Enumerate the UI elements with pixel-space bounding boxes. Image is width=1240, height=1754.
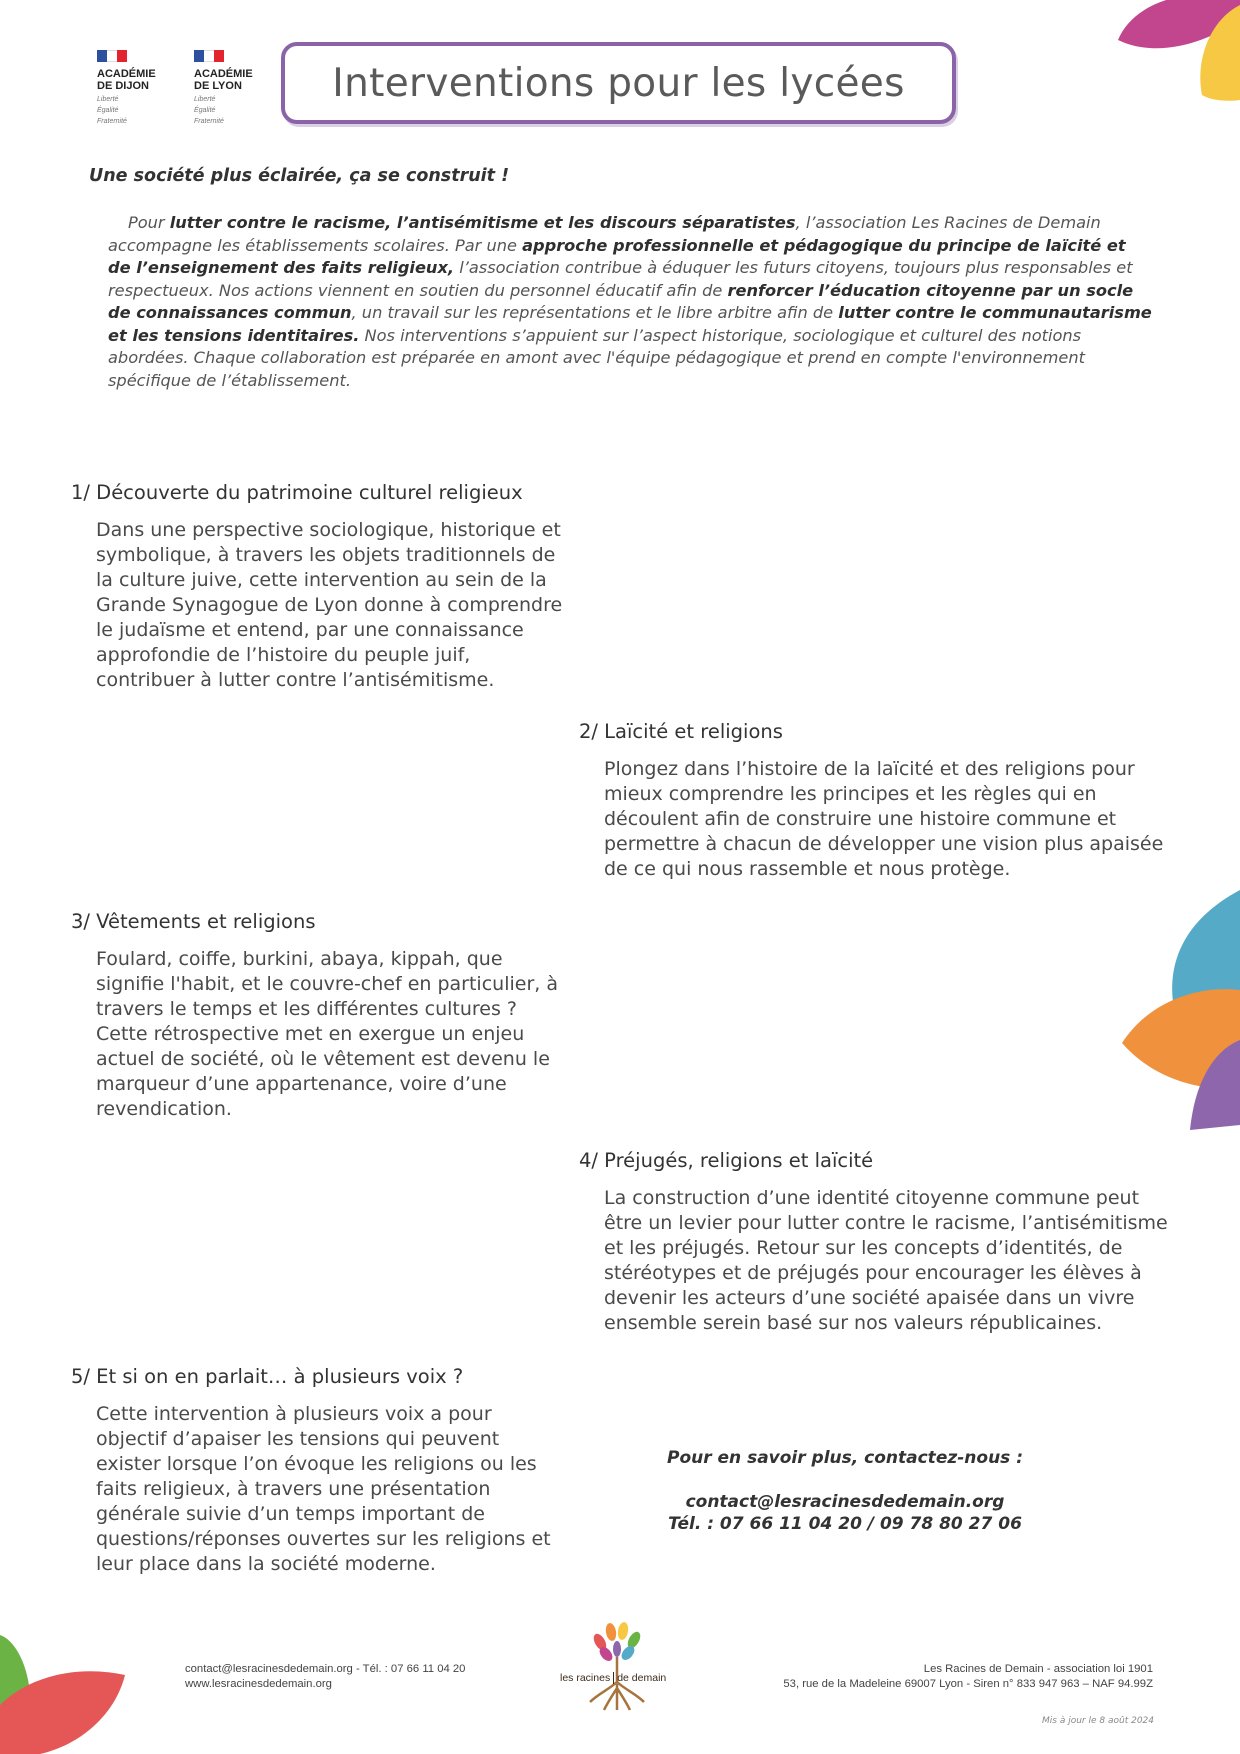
intro-text: Nos interventions s’appuient sur l’aspect historique, sociologique et culturel des notions abordées. Chaque collaboration est préparée en amont avec l'équipe pédagogique et prend en compte l'environnement spécifique de l’établissement. [108,325,1085,390]
body-line: mieux comprendre les principes et les règles qui en [604,783,1097,805]
body-line: Grande Synagogue de Lyon donne à comprendre [96,594,563,616]
body-line: leur place dans la société moderne. [96,1553,436,1575]
footer-left [185,1662,465,1692]
body-line: actuel de société, où le vêtement est devenu le [96,1048,550,1070]
body-line: Cette rétrospective met en exergue un enjeu [96,1023,525,1045]
body-line: questions/réponses ouvertes sur les religions et [96,1528,551,1550]
french-flag-icon [97,50,127,62]
intro-text: , un travail sur les représentations et le libre arbitre afin de [351,303,839,322]
logo-text-part: de demain [613,1672,666,1684]
footer-logo-text [560,1672,666,1684]
motto-line: Égalité [194,107,216,114]
contact-heading: Pour en savoir plus, contactez-nous : [666,1448,1024,1468]
body-line: permettre à chacun de développer une vision plus apaisée [604,833,1164,855]
motto-line: Fraternité [97,118,127,125]
academie-lyon-logo [194,50,266,125]
section-4-title: 4/ Préjugés, religions et laïcité [579,1149,874,1172]
section-1-title: 1/ Découverte du patrimoine culturel religieux [71,481,523,504]
updated-date: Mis à jour le 8 août 2024 [1042,1716,1154,1726]
petal-decoration-bottom-left [0,1620,130,1754]
section-5-title: 5/ Et si on en parlait… à plusieurs voix ? [71,1365,464,1388]
intro-text: , l’association Les Racines de Demain accompagne les établissements scolaires. Par une [108,213,1101,255]
body-line: objectif d’apaiser les tensions qui peuvent [96,1428,500,1450]
body-line: approfondie de l’histoire du peuple juif, [96,644,471,666]
contact-phones: Tél. : 07 66 11 04 20 / 09 78 80 27 06 [668,1514,1022,1534]
footer-website-link[interactable]: www.lesracinesdedemain.org [185,1678,332,1690]
body-line: revendication. [96,1098,232,1120]
body-line: et les préjugés. Retour sur les concepts d’identités, de [604,1237,1123,1259]
body-line: Dans une perspective sociologique, historique et [96,519,561,541]
section-2-title: 2/ Laïcité et religions [579,720,783,743]
footer-contact-line[interactable]: contact@lesracinesdedemain.org - Tél. : 07 66 11 04 20 [185,1663,466,1675]
body-line: marqueur d’une appartenance, voire d’une [96,1073,507,1095]
academie-name-line1: ACADÉMIE [97,68,156,80]
academie-name-line2: DE LYON [194,80,242,92]
motto-line: Liberté [97,96,119,103]
motto-line: Fraternité [194,118,224,125]
section-1-body [96,518,562,693]
section-5-body [96,1402,551,1577]
body-line: la culture juive, cette intervention au sein de la [96,569,547,591]
footer-address: 53, rue de la Madeleine 69007 Lyon - Siren n° 833 947 963 – NAF 94.99Z [783,1678,1153,1690]
body-line: Foulard, coiffe, burkini, abaya, kippah, que [96,948,503,970]
section-4-body [604,1186,1168,1336]
academie-name-line2: DE DIJON [97,80,149,92]
motto-line: Liberté [194,96,216,103]
body-line: contribuer à lutter contre l’antisémitisme. [96,669,495,691]
body-line: le judaïsme et entend, par une connaissance [96,619,524,641]
petal-decoration-right [1110,890,1240,1130]
intro-bold: lutter contre le communautarisme et les tensions identitaires. [108,303,1152,345]
section-3-title: 3/ Vêtements et religions [71,910,316,933]
french-flag-icon [194,50,224,62]
contact-block [640,1447,1050,1535]
intro-text: Pour [128,213,170,232]
intro-bold: lutter contre le racisme, l’antisémitisme et les discours séparatistes [169,213,796,232]
motto-line: Égalité [97,107,119,114]
body-line: travers le temps et les différentes cultures ? [96,998,518,1020]
body-line: stéréotypes et de préjugés pour encourager les élèves à [604,1262,1142,1284]
intro-bold: approche professionnelle et pédagogique du principe de laïcité et de l’enseignement des faits religieux, [108,235,1126,277]
body-line: La construction d’une identité citoyenne commune peut [604,1187,1140,1209]
body-line: devenir les acteurs d’une société apaisée dans un vivre [604,1287,1135,1309]
intro-text: l’association contribue à éduquer les futurs citoyens, toujours plus responsables et respectueux. Nos actions viennent en soutien du personnel éducatif afin de [108,258,1133,300]
page-title: Interventions pour les lycées [332,60,905,106]
petal-decoration-top-right [1090,0,1240,110]
racines-de-demain-tree-logo-icon [578,1622,658,1714]
section-3-body [96,947,558,1122]
body-line: Cette intervention à plusieurs voix a pour [96,1403,492,1425]
footer-right [783,1662,1153,1692]
intro-bold: renforcer l’éducation citoyenne par un socle de connaissances commun [108,280,1134,322]
body-line: générale suivie d’un temps important de [96,1503,485,1525]
slogan: Une société plus éclairée, ça se construit ! [89,166,510,186]
title-box [281,42,956,124]
body-line: ensemble serein basé sur nos valeurs républicaines. [604,1312,1103,1334]
section-2-body [604,757,1163,882]
academie-name-line1: ACADÉMIE [194,68,253,80]
body-line: Plongez dans l’histoire de la laïcité et des religions pour [604,758,1135,780]
contact-email-link[interactable]: contact@lesracinesdedemain.org [685,1492,1005,1512]
logo-text-part: les racines [560,1672,611,1684]
academie-dijon-logo [97,50,169,125]
body-line: de ce qui nous rassemble et nous protège. [604,858,1011,880]
body-line: symbolique, à travers les objets traditionnels de [96,544,556,566]
body-line: être un levier pour lutter contre le racisme, l’antisémitisme [604,1212,1168,1234]
body-line: exister lorsque l’on évoque les religions ou les [96,1453,537,1475]
intro-paragraph [108,212,1153,392]
body-line: faits religieux, à travers une présentation [96,1478,491,1500]
footer-association: Les Racines de Demain - association loi 1901 [923,1663,1153,1675]
body-line: signifie l'habit, et le couvre-chef en particulier, à [96,973,558,995]
body-line: découlent afin de construire une histoire commune et [604,808,1117,830]
